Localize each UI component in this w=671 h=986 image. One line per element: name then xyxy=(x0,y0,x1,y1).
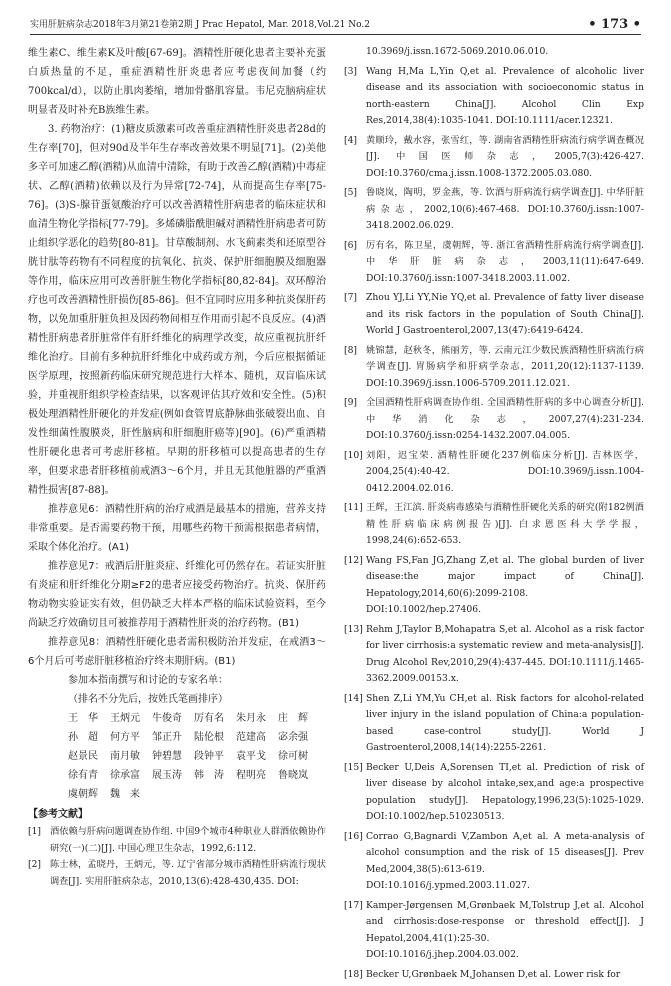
expert-name: 袁平戈 xyxy=(236,751,266,762)
body-paragraph: 维生素C、维生素K及叶酸[67-69]。酒精性肝硬化患者主要补充蛋白质热量的不足，重症酒精性肝炎患者应考虑夜间加餐（约700kcal/d），以防止肌肉萎缩，增加骨骼肌容量。韦尼克脑病症状明显者及时补充B族维生素。 xyxy=(28,48,326,116)
reference-number: [11] xyxy=(344,502,363,513)
expert-name: 宓余强 xyxy=(278,732,308,743)
left-column xyxy=(28,44,326,890)
experts-list xyxy=(28,709,326,804)
reference-number: [6] xyxy=(344,239,358,251)
expert-name: 王 华 xyxy=(68,713,98,724)
reference-text: Kamper-Jørgensen M,Grønbaek M,Tolstrup J,et al. Alcohol and cirrhosis:dose-response or threshold effect[J]. J Hepatol,2004,41(1):25-30. DOI:10.1016/j.jhep.2004.03.002. xyxy=(366,899,644,960)
expert-name: 南月敏 xyxy=(110,751,140,762)
expert-name: 程明亮 xyxy=(236,770,266,781)
recommendation: 推荐意见6：酒精性肝病的治疗戒酒是最基本的措施，营养支持非常重要。是否需要药物干预，用哪些药物干预需根据患者病情，采取个体化治疗。(A1) xyxy=(28,504,326,553)
expert-name: 庄 辉 xyxy=(278,713,308,724)
reference-item xyxy=(344,395,644,445)
expert-name: 徐承富 xyxy=(110,770,140,781)
page-header xyxy=(30,12,641,35)
reference-number: [4] xyxy=(344,134,358,146)
reference-item xyxy=(28,824,326,857)
expert-name: 魏 来 xyxy=(110,789,140,800)
reference-text: 姚锦慧，赵秋冬，熊丽芳，等. 云南元江少数民族酒精性肝病流行病学调查[J]. 胃肠病学和肝病学杂志，2011,20(12):1137-1139. DOI:10.3969/j.issn.1006-5709.2011.12.021. xyxy=(366,344,644,389)
expert-name: 陆伦根 xyxy=(194,732,224,743)
reference-item xyxy=(344,967,644,984)
page-number: • 173 • xyxy=(588,17,641,32)
experts-title: 参加本指南撰写和讨论的专家名单： xyxy=(68,675,228,686)
reference-text: Corrao G,Bagnardi V,Zambon A,et al. A meta-analysis of alcohol consumption and the risk of 15 diseases[J]. Prev Med,2004,38(5):613-619. DOI:10.1016/j.ypmed.2003.11.027. xyxy=(366,830,644,891)
reference-text: 陈士林，孟晓丹，王炳元，等. 辽宁省部分城市酒精性肝病流行现状调查[J]. 实用肝脏病杂志，2010,13(6):428-430,435. DOI: xyxy=(50,859,326,887)
journal-citation: 实用肝脏病杂志2018年3月第21卷第2期 J Prac Hepatol, Mar. 2018,Vol.21 No.2 xyxy=(30,20,370,30)
reference-text: Becker U,Grønbaek M,Johansen D,et al. Lower risk for xyxy=(366,968,621,980)
reference-number: [8] xyxy=(344,344,358,356)
reference-item xyxy=(344,500,644,550)
expert-name: 何方平 xyxy=(110,732,140,743)
reference-item xyxy=(344,290,644,340)
reference-text: 王辉，王江滨. 肝炎病毒感染与酒精性肝硬化关系的研究(附182例酒精性肝病临床病例报告)[J]. 白求恩医科大学学报，1998,24(6):652-653. xyxy=(366,502,644,546)
reference-text: Rehm J,Taylor B,Mohapatra S,et al. Alcohol as a risk factor for liver cirrhosis:a systematic review and meta-analysis[J]. Drug Alcohol Rev,2010,29(4):437-445. DOI:10.1111/j.1465-3362.2009.00153.x. xyxy=(366,623,644,684)
reference-number: [14] xyxy=(344,692,363,704)
reference-text: 全国酒精性肝病调查协作组. 全国酒精性肝病的多中心调查分析[J]. 中华消化杂志，2007,27(4):231-234. DOI:10.3760/j.issn:0254-1432.2007.04.005. xyxy=(366,397,644,441)
expert-name: 孙 超 xyxy=(68,732,98,743)
reference-item xyxy=(344,133,644,183)
expert-name: 王炳元 xyxy=(110,713,140,724)
reference-item xyxy=(344,448,644,498)
reference-continuation: 10.3969/j.issn.1672-5069.2010.06.010. xyxy=(366,46,549,57)
reference-number: [3] xyxy=(344,65,358,77)
reference-number: [12] xyxy=(344,554,363,566)
reference-text: 鲁晓岚，陶明，罗金燕，等. 饮酒与肝病流行病学调查[J]. 中华肝脏病杂志，2002,10(6):467-468. DOI:10.3760/j.issn:1007-3418.2002.06.029. xyxy=(366,187,644,231)
reference-item xyxy=(344,622,644,688)
reference-item xyxy=(344,185,644,235)
expert-name: 徐可树 xyxy=(278,751,308,762)
reference-number: [5] xyxy=(344,187,358,198)
recommendation: 推荐意见7：戒酒后肝脏炎症、纤维化可仍然存在。若证实肝脏有炎症和肝纤维化分期≥F2的患者应接受药物治疗。抗炎、保肝药物动物实验证实有效，但仍缺乏大样本严格的临床试验资料，至今尚缺乏疗效确切且可被推荐用于酒精性肝炎的治疗药物。(B1) xyxy=(28,561,326,629)
reference-text: 厉有名，陈卫星，虞朝辉，等. 浙江省酒精性肝病流行病学调查[J]. 中华肝脏病杂志，2003,11(11):647-649. DOI:10.3760/j.issn:1007-3418.2003.11.002. xyxy=(366,239,644,284)
body-paragraph: 3. 药物治疗：(1)糖皮质激素可改善重症酒精性肝炎患者28d的生存率[70]，但对90d及半年生存率改善效果不明显[71]。(2)美他多辛可加速乙醇(酒精)从血清中清除，有助于改善乙醇(酒精)中毒症状、乙醇(酒精)依赖以及行为异常[72-74]，从而提高生存率[75-76]。(3)S-腺苷蛋氨酸治疗可以改善酒精性肝病患者的临床症状和血清生物化学指标[77-79]。多烯磷脂酰胆碱对酒精性肝病患者可防止组织学恶化的趋势[80-81]。甘草酸制剂、水飞蓟素类和还原型谷胱甘肽等药物有不同程度的抗氧化、抗炎、保护肝细胞膜及细胞器等作用，临床应用可改善肝脏生物化学指标[80,82-84]。双环醇治疗也可改善酒精性肝损伤[85-86]。但不宜同时应用多种抗炎保肝药物，以免加重肝脏负担及因药物间相互作用而引起不良反应。(4)酒精性肝病患者肝脏常伴有肝纤维化的病理学改变，故应重视抗肝纤维化治疗。目前有多种抗肝纤维化中成药或方剂，今后应根据循证医学原理，按照新药临床研究规范进行大样本、随机，双盲临床试验，并重视肝组织学检查结果，以客观评估其疗效和安全性。(5)积极处理酒精性肝硬化的并发症(例如食管胃底静脉曲张破裂出血、自发性细菌性腹膜炎，肝性脑病和肝细胞肝癌等)[90]。(6)严重酒精性肝硬化患者可考虑肝移植。早期的肝移植可以提高患者的生存率，但要求患者肝移植前戒酒3～6个月，并且无其他脏器的严重酒精性损害[87-88]。 xyxy=(28,124,326,496)
reference-item xyxy=(344,343,644,393)
reference-number: [18] xyxy=(344,968,363,980)
reference-number: [10] xyxy=(344,449,363,461)
expert-name: 段钟平 xyxy=(194,751,224,762)
reference-text: 刘阳，迟宝荣. 酒精性肝硬化237例临床分析[J]. 吉林医学，2004,25(4):40-42. DOI:10.3969/j.issn.1004-0412.2004.02.016. xyxy=(366,449,644,494)
references-heading: 【参考文献】 xyxy=(28,809,88,820)
expert-name: 展玉涛 xyxy=(152,770,182,781)
reference-item xyxy=(28,857,326,890)
reference-number: [13] xyxy=(344,623,363,635)
expert-name: 鲁晓岚 xyxy=(278,770,308,781)
reference-number: [2] xyxy=(28,859,42,870)
recommendation: 推荐意见8：酒精性肝硬化患者需积极防治并发症，在戒酒3～6个月后可考虑肝脏移植治疗终末期肝病。(B1) xyxy=(28,637,326,667)
reference-item xyxy=(344,829,644,895)
expert-name: 钟碧慧 xyxy=(152,751,182,762)
expert-name: 范建高 xyxy=(236,732,266,743)
reference-number: [7] xyxy=(344,292,358,303)
expert-name: 赵景民 xyxy=(68,751,98,762)
reference-text: Wang H,Ma L,Yin Q,et al. Prevalence of alcoholic liver disease and its association with socioeconomic status in north-eastern China[J]. Alcohol Clin Exp Res,2014,38(4):1035-1041. DOI:10.1111/acer.12321. xyxy=(366,65,644,126)
reference-item xyxy=(344,898,644,964)
reference-text: 酒依赖与肝病问题调查协作组. 中国9个城市4种职业人群酒依赖协作研究(一)(二)[J]. 中国心理卫生杂志，1992,6:112. xyxy=(50,826,326,854)
reference-item xyxy=(344,553,644,619)
reference-text: Becker U,Deis A,Sorensen TI,et al. Prediction of risk of liver disease by alcohol intake,sex,and age:a prospective population study[J]. Hepatology,1996,23(5):1025-1029. DOI:10.1002/hep.510230513. xyxy=(366,761,644,822)
reference-text: 黄顺玲，戴水容，张雪红，等. 湖南省酒精性肝病流行病学调查概况[J]. 中国医师杂志，2005,7(3):426-427. DOI:10.3760/cma.j.issn.1008-1372.2005.03.080. xyxy=(366,134,644,179)
experts-subtitle: （排名不分先后，按姓氏笔画排序） xyxy=(68,694,228,705)
expert-name: 虞朝辉 xyxy=(68,789,98,800)
reference-number: [1] xyxy=(28,826,42,837)
reference-text: Wang FS,Fan JG,Zhang Z,et al. The global burden of liver disease:the major impact of China[J]. Hepatology,2014,60(6):2099-2108. DOI:10.1002/hep.27406. xyxy=(366,554,644,615)
expert-name: 厉有名 xyxy=(194,713,224,724)
reference-number: [16] xyxy=(344,830,363,842)
reference-number: [9] xyxy=(344,397,358,408)
right-column xyxy=(344,44,644,986)
reference-item xyxy=(344,760,644,826)
expert-name: 邹正升 xyxy=(152,732,182,743)
reference-text: Shen Z,Li YM,Yu CH,et al. Risk factors for alcohol-related liver injury in the island population of China:a population-based case-control study[J]. World J Gastroenterol,2008,14(14):2255-2261. xyxy=(366,692,644,753)
reference-item xyxy=(344,691,644,757)
expert-name: 徐有青 xyxy=(68,770,98,781)
reference-text: Zhou YJ,Li YY,Nie YQ,et al. Prevalence of fatty liver disease and its risk factors in the population of South China[J]. World J Gastroenterol,2007,13(47):6419-6424. xyxy=(366,292,644,336)
expert-name: 牛俊奇 xyxy=(152,713,182,724)
reference-item xyxy=(344,238,644,288)
expert-name: 韩 涛 xyxy=(194,770,224,781)
expert-name: 朱月永 xyxy=(236,713,266,724)
reference-number: [15] xyxy=(344,761,363,773)
reference-number: [17] xyxy=(344,899,363,911)
reference-item xyxy=(344,64,644,130)
